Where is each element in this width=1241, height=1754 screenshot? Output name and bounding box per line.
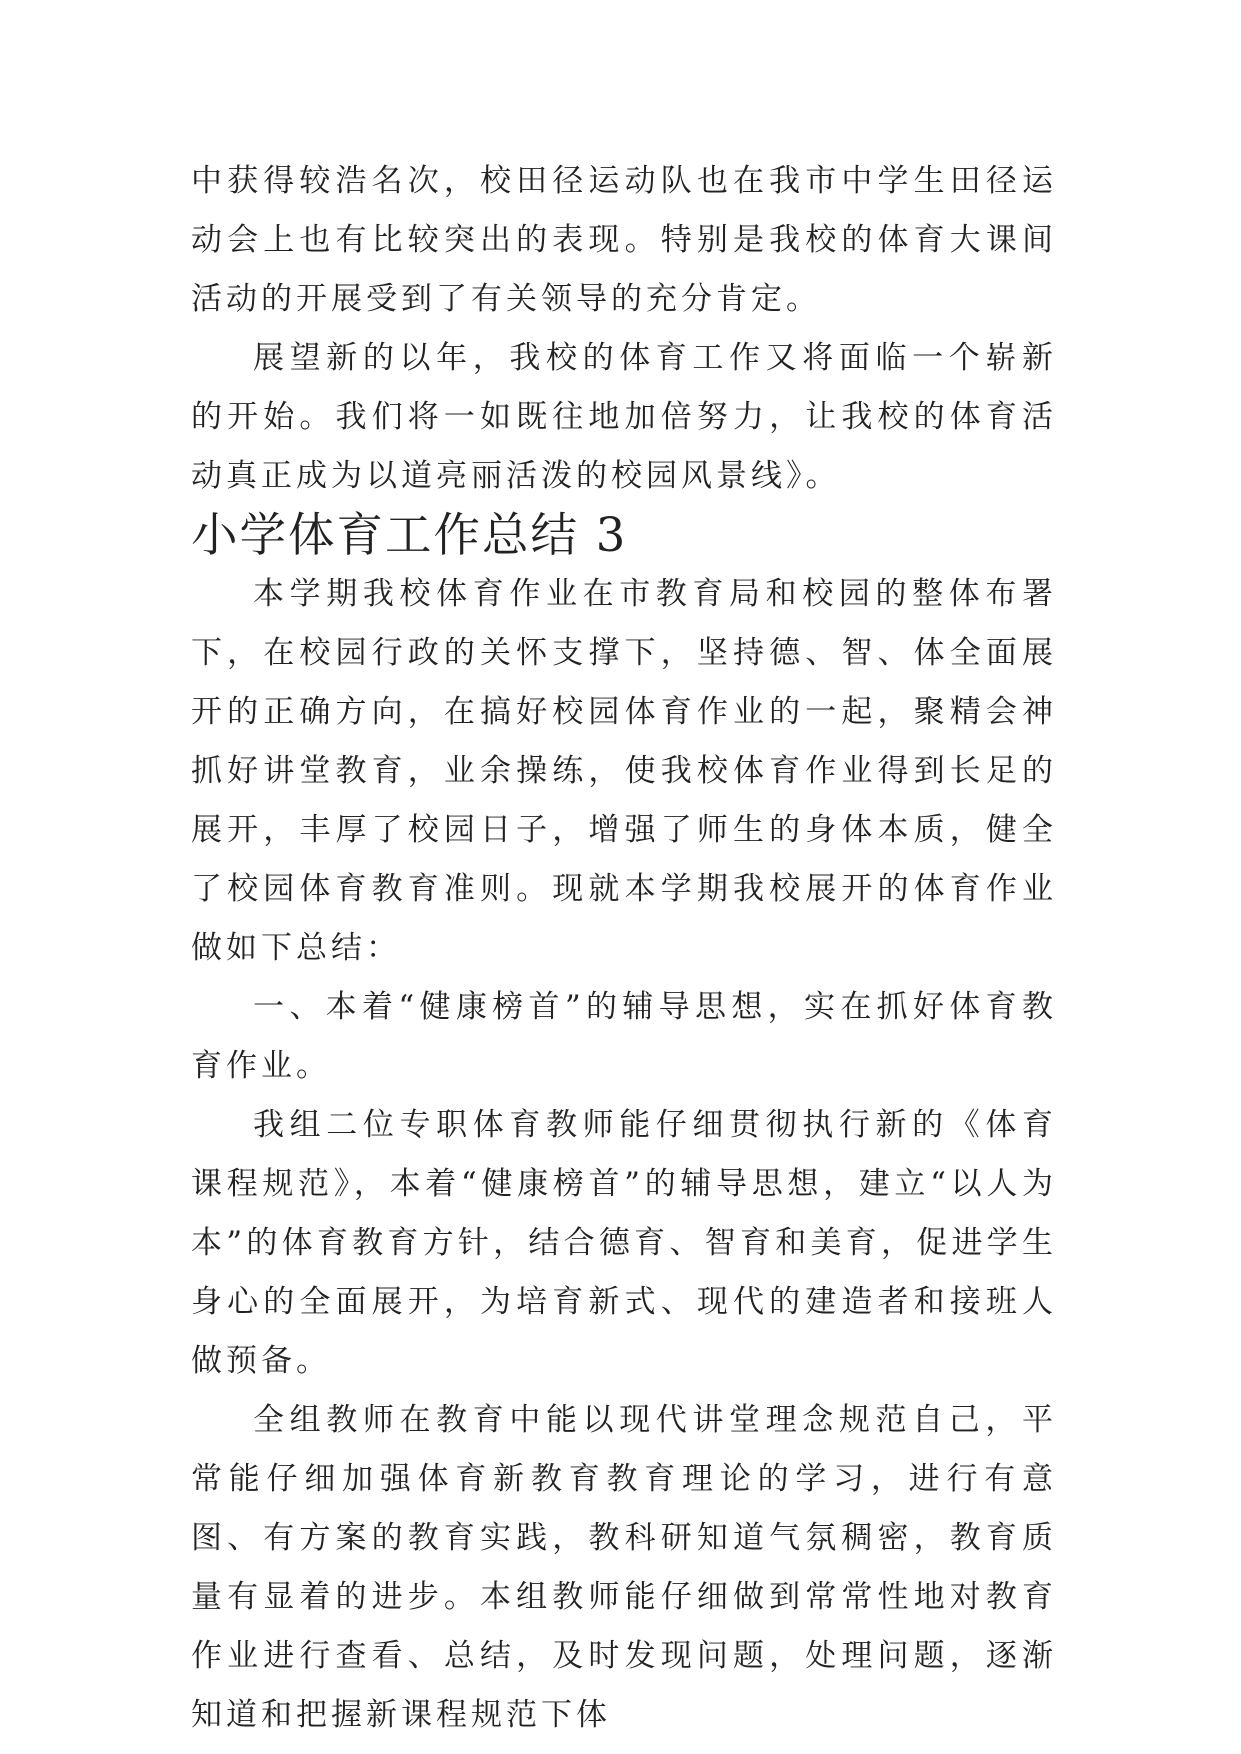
paragraph-point-one: 一、本着“健康榜首”的辅导思想，实在抓好体育教育作业。	[191, 989, 1057, 1084]
section-heading: 小学体育工作总结 3	[191, 508, 628, 562]
paragraph-teachers: 我组二位专职体育教师能仔细贯彻执行新的《体育课程规范》，本着“健康榜首”的辅导思想，建立“以人为本”的体育教育方针，结合德育、智育和美育，促进学生身心的全面展开，为培育新式、现代的建造者和接班人做预备。	[191, 1107, 1057, 1379]
paragraph-outlook: 展望新的以年，我校的体育工作又将面临一个崭新的开始。我们将一如既往地加倍努力，让我校的体育活动真正成为以道亮丽活泼的校园风景线》。	[191, 340, 1057, 494]
paragraph-teaching-practice: 全组教师在教育中能以现代讲堂理念规范自己，平常能仔细加强体育新教育教育理论的学习，进行有意图、有方案的教育实践，教科研知道气氛稠密，教育质量有显着的进步。本组教师能仔细做到常常性地对教育作业进行查看、总结，及时发现问题，处理问题，逐渐知道和把握新课程规范下体	[191, 1402, 1057, 1733]
paragraph-intro: 本学期我校体育作业在市教育局和校园的整体布署下，在校园行政的关怀支撑下，坚持德、智、体全面展开的正确方向，在搞好校园体育作业的一起，聚精会神抓好讲堂教育，业余操练，使我校体育作业得到长足的展开，丰厚了校园日子，增强了师生的身体本质，健全了校园体育教育准则。现就本学期我校展开的体育作业做如下总结：	[191, 576, 1057, 966]
paragraph-continuation: 中获得较浩名次，校田径运动队也在我市中学生田径运动会上也有比较突出的表现。特别是我校的体育大课间活动的开展受到了有关领导的充分肯定。	[191, 163, 1057, 317]
document-body	[191, 152, 1057, 1745]
